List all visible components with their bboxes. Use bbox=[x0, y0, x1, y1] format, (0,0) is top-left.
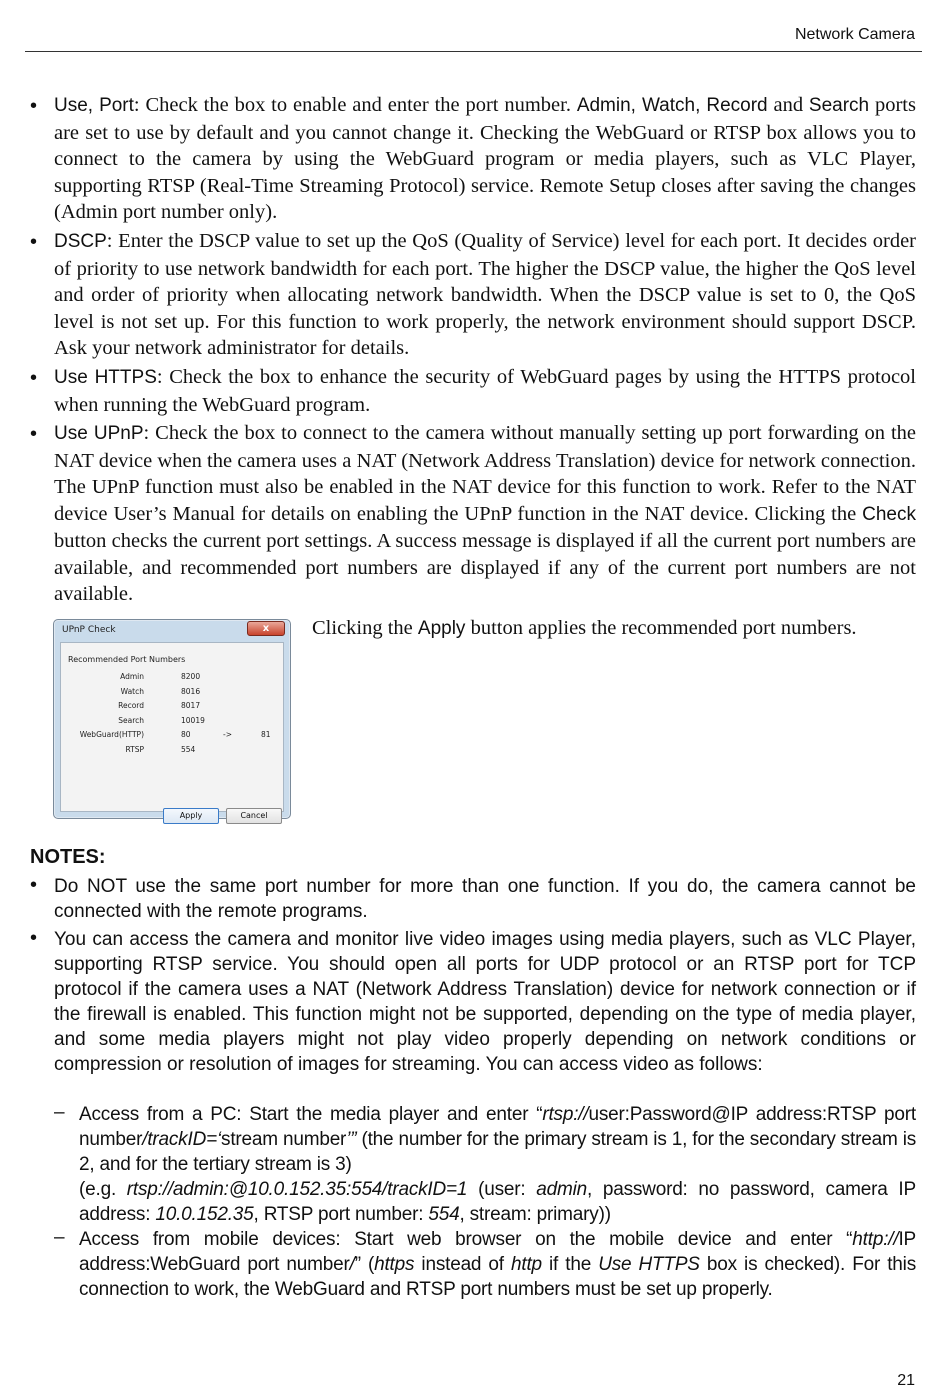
text-italic: admin bbox=[536, 1179, 587, 1200]
close-icon[interactable]: x bbox=[247, 621, 285, 636]
text: Clicking the bbox=[312, 617, 418, 639]
text: : Enter the DSCP value to set up the QoS (Quality of Service) level for each port. It decides order of priority to use network bandwidth for each port. The higher the DSCP value, the higher the QoS level and order of priority when allocating network bandwidth. When the DSCP value is set to 0, the QoS level is not set up. For this function to work properly, the network environment should support DSCP. Ask your network administrator for details. bbox=[54, 230, 916, 359]
header-rule bbox=[25, 51, 922, 52]
text-italic: https bbox=[374, 1254, 415, 1275]
port-label: RTSP bbox=[125, 744, 144, 754]
upnp-check-dialog bbox=[53, 619, 291, 819]
text-italic: rtsp:// bbox=[542, 1104, 589, 1125]
text: , stream: primary)) bbox=[459, 1204, 611, 1225]
text: button applies the recommended port numbers. bbox=[465, 617, 857, 639]
text: (user: bbox=[467, 1179, 537, 1200]
text: Access from mobile devices: Start web browser on the mobile device and enter “ bbox=[79, 1229, 853, 1250]
text: : Check the box to enhance the security of WebGuard pages by using the HTTPS protocol when running the WebGuard program. bbox=[54, 366, 916, 416]
text-italic: Use HTTPS bbox=[598, 1254, 700, 1275]
text-italic: ’” bbox=[346, 1129, 357, 1150]
text: : Check the box to enable and enter the port number. bbox=[133, 94, 577, 116]
note-sub-mobile bbox=[79, 1227, 916, 1302]
text: if the bbox=[541, 1254, 599, 1275]
text: , RTSP port number: bbox=[253, 1204, 429, 1225]
note-sub-pc bbox=[79, 1102, 916, 1227]
text-italic: rtsp://admin:@10.0.152.35:554/trackID=1 bbox=[126, 1179, 468, 1200]
text: (e.g. bbox=[79, 1179, 127, 1200]
text: button checks the current port settings. A success message is displayed if all the current port numbers are available, and recommended port numbers are displayed if any of the current port numbers are not available. bbox=[54, 530, 916, 605]
text: and bbox=[767, 94, 809, 116]
term-use-https: Use HTTPS bbox=[54, 367, 157, 388]
dialog-body bbox=[60, 642, 284, 820]
bullet-use-https bbox=[54, 364, 916, 418]
port-row bbox=[61, 672, 285, 684]
text: instead of bbox=[414, 1254, 511, 1275]
port-arrow: -> bbox=[223, 730, 232, 739]
text: , password: no password, camera IP address: bbox=[79, 1179, 916, 1225]
term-use-upnp: Use UPnP bbox=[54, 423, 144, 444]
text: ports are set to use by default and you cannot change it. Checking the WebGuard or RTSP box allows you to connect to the camera by using the WebGuard program or media players, such as VLC Player, supporting RTSP (Real-Time Streaming Protocol) service. Remote Setup closes after saving the changes (Admin port number only). bbox=[54, 94, 916, 223]
term-search: Search bbox=[808, 95, 870, 116]
port-value: 8200 bbox=[181, 672, 201, 681]
bullet-use-upnp bbox=[54, 420, 916, 608]
header-title: Network Camera bbox=[794, 26, 915, 43]
bullet-use-port bbox=[54, 92, 916, 226]
group-title: Recommended Port Numbers bbox=[68, 655, 186, 664]
text: user:Password@IP address:RTSP port number bbox=[79, 1104, 916, 1150]
dialog-title: UPnP Check bbox=[62, 625, 116, 635]
port-label: Admin bbox=[120, 672, 144, 681]
dash-glyph: – bbox=[54, 1227, 65, 1248]
port-row bbox=[61, 745, 285, 757]
port-value: 554 bbox=[181, 744, 196, 754]
text-italic: / bbox=[349, 1254, 355, 1275]
port-row bbox=[61, 701, 285, 713]
bullet-glyph: • bbox=[30, 231, 38, 253]
text: ” ( bbox=[354, 1254, 375, 1275]
bullet-glyph: • bbox=[30, 367, 38, 389]
port-row bbox=[61, 716, 285, 728]
apply-button[interactable]: Apply bbox=[163, 808, 219, 824]
dialog-titlebar bbox=[54, 620, 290, 642]
port-row bbox=[61, 730, 285, 742]
note-1: Do NOT use the same port number for more than one function. If you do, the camera cannot be connected with the remote programs. bbox=[54, 876, 916, 922]
term-dscp: DSCP bbox=[54, 231, 107, 252]
port-label: Record bbox=[118, 701, 144, 710]
port-value: 8016 bbox=[181, 686, 201, 696]
bullet-glyph: • bbox=[30, 927, 38, 949]
notes-title: NOTES: bbox=[30, 846, 106, 868]
text-italic: 10.0.152.35 bbox=[155, 1204, 254, 1225]
text-italic: /trackID=‘ bbox=[142, 1129, 222, 1150]
port-label: WebGuard(HTTP) bbox=[79, 730, 144, 739]
text: (the number for the primary stream is 1, for the secondary stream is 2, and for the tertiary stream is 3) bbox=[79, 1129, 917, 1175]
text-italic: 554 bbox=[428, 1204, 460, 1225]
term-check: Check bbox=[862, 503, 916, 525]
text: : Check the box to connect to the camera without manually setting up port forwarding on the NAT device when the camera uses a NAT (Network Address Translation) device for network connection. The UPnP function must also be enabled in the NAT device for this function to work. Refer to the NAT device User’s Manual for details on enabling the UPnP function in the NAT device. Clicking the bbox=[54, 422, 916, 525]
text: box is checked). For this connection to work, the WebGuard and RTSP port numbers must be set up properly. bbox=[79, 1254, 916, 1300]
port-label: Watch bbox=[120, 686, 144, 696]
note-2: You can access the camera and monitor live video images using media players, such as VLC Player, supporting RTSP service. You should open all ports for UDP protocol or an RTSP port for TCP protocol if the camera uses a NAT (Network Address Translation) device for network connection or if the firewall is enabled. This function might not be supported, depending on the type of media player, and some media players might not play video properly depending on network conditions or compression or resolution of images for streaming. You can access video as follows: bbox=[54, 929, 916, 1075]
text: IP address:WebGuard port number bbox=[79, 1229, 916, 1275]
port-value: 8017 bbox=[181, 701, 201, 710]
bullet-glyph: • bbox=[30, 423, 38, 445]
dash-glyph: – bbox=[54, 1102, 65, 1123]
page-number: 21 bbox=[897, 1372, 915, 1389]
apply-note bbox=[312, 617, 857, 640]
port-new-value: 81 bbox=[261, 730, 271, 739]
term-use-port: Use, Port bbox=[54, 95, 134, 116]
bullet-dscp bbox=[54, 228, 916, 362]
cancel-button[interactable]: Cancel bbox=[226, 808, 282, 824]
bullet-glyph: • bbox=[30, 95, 38, 117]
text: Access from a PC: Start the media player and enter “ bbox=[79, 1104, 543, 1125]
term-apply: Apply bbox=[417, 618, 466, 639]
text-italic: http bbox=[511, 1254, 542, 1275]
port-value: 80 bbox=[181, 730, 191, 739]
port-value: 10019 bbox=[181, 715, 205, 725]
port-label: Search bbox=[118, 715, 144, 725]
term-admin-watch-record: Admin, Watch, Record bbox=[576, 95, 768, 116]
bullet-glyph: • bbox=[30, 874, 38, 896]
text: stream number bbox=[221, 1129, 347, 1150]
text-italic: http:// bbox=[852, 1229, 899, 1250]
port-row bbox=[61, 687, 285, 699]
